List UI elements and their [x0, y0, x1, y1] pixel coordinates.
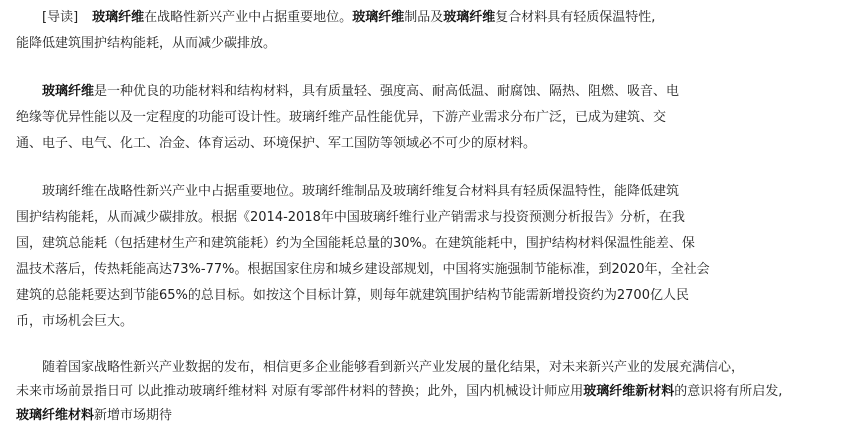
p2-line-4: 温技术落后，传热耗能高达73%-77%。根据国家住房和城乡建设部规划，中国将实施强制节能标准，到2020年，全社会 — [16, 262, 710, 277]
p3-text: 新增市场期待 — [94, 408, 173, 423]
intro-line-2: 能降低建筑围护结构能耗，从而减少碳排放。 — [16, 36, 277, 51]
p1-line-1 — [42, 80, 679, 104]
p2-line-3: 国，建筑总能耗（包括建材生产和建筑能耗）约为全国能耗总量的30%。在建筑能耗中，围护结构材料保温性能差、保 — [16, 236, 695, 251]
p1-line-3: 通、电子、电气、化工、冶金、体育运动、环境保护、军工国防等领域必不可少的原材料。 — [16, 136, 537, 151]
p3-line-3 — [16, 404, 172, 428]
keyword-glass-fiber: 玻璃纤维 — [443, 10, 496, 25]
keyword-glass-fiber: 玻璃纤维 — [352, 10, 405, 25]
keyword-glass-fiber: 玻璃纤维 — [42, 84, 95, 99]
keyword-glass-fiber-material: 玻璃纤维材料 — [16, 408, 95, 423]
intro-text: 复合材料具有轻质保温特性, — [495, 10, 656, 25]
p1-text: 是一种优良的功能材料和结构材料，具有质量轻、强度高、耐高低温、耐腐蚀、隔热、阻燃、吸音、电 — [94, 84, 680, 99]
p3-text: 的意识将有所启发, — [674, 384, 783, 399]
p3-text: 未来市场前景指日可 以此推动玻璃纤维材料 对原有零部件材料的替换；此外，国内机械设计师应用 — [16, 384, 584, 399]
p2-line-5: 建筑的总能耗要达到节能65%的总目标。如按这个目标计算，则每年就建筑围护结构节能需新增投资约为2700亿人民 — [16, 288, 689, 303]
p2-line-6: 币，市场机会巨大。 — [16, 314, 134, 329]
p3-line-2 — [16, 380, 782, 404]
intro-line-1 — [42, 6, 655, 30]
intro-text: 制品及 — [404, 10, 444, 25]
keyword-glass-fiber: 玻璃纤维 — [92, 10, 145, 25]
p2-line-2: 围护结构能耗，从而减少碳排放。根据《2014-2018年中国玻璃纤维行业产销需求与投资预测分析报告》分析，在我 — [16, 210, 685, 225]
intro-text: 在战略性新兴产业中占据重要地位。 — [144, 10, 353, 25]
p1-line-2: 绝缘等优异性能以及一定程度的功能可设计性。玻璃纤维产品性能优异，下游产业需求分布广泛，已成为建筑、交 — [16, 110, 667, 125]
p2-line-1: 玻璃纤维在战略性新兴产业中占据重要地位。玻璃纤维制品及玻璃纤维复合材料具有轻质保温特性，能降低建筑 — [42, 184, 680, 199]
keyword-glass-fiber-new-material: 玻璃纤维新材料 — [583, 384, 675, 399]
p3-line-1: 随着国家战略性新兴产业数据的发布，相信更多企业能够看到新兴产业发展的量化结果，对未来新兴产业的发展充满信心， — [42, 360, 745, 375]
intro-tag: [导读] — [42, 10, 79, 25]
